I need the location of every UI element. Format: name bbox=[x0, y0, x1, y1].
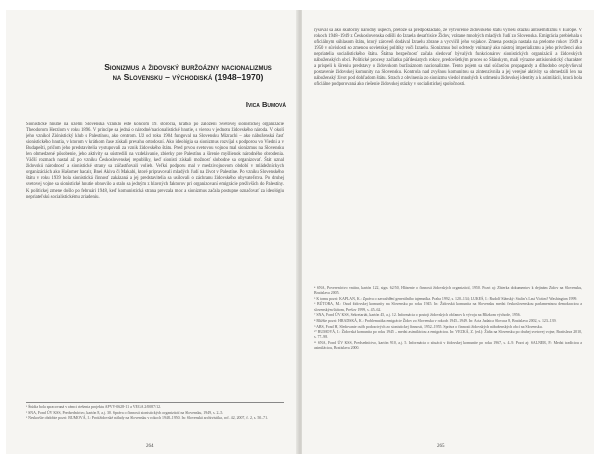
right-body-text: rysoval sa ako skutočný národný úspech, pretože sa predpokladalo, že vytvorenie židovského štátu vyrieši otázku antisemitizmu v Európe. V rokoch 1948–1949 z Československa odišli do Izraela desaťtisíce Židov, vrátane mnohých mladých ľudí zo Slovenska. Emigrácia prebiehala s oficiálnym súhlasom štátu, ktorý zároveň dodával Izraelu zbrane a vycvičil jeho vojakov. Zmena postoja nastala na prelome rokov 1949 a 1950 v súvislosti so zmenou sovietskej politiky voči Izraelu. Sionizmus bol odvtedy vnímaný ako nástroj imperializmu a jeho prívrženci ako nepriatelia socialistického štátu. Štátna bezpečnosť začala sledovať bývalých funkcionárov sionistických organizácií a židovských náboženských obcí. Politické procesy začiatku päťdesiatych rokov, predovšetkým proces so Slánskym, mali výrazne antisionistický charakter a prispeli k šíreniu predstavy o židovskom buržoáznom nacionalizme. Tento pojem sa stal súčasťou propagandy a dlhodobo ovplyvňoval postavenie židovskej komunity na Slovensku. Kontrola nad zvyšnou komunitou sa zintenzívnila a jej verejné aktivity sa obmedzili len na náboženský život pod dohľadom štátu. Strach z obvinenia zo sionizmu viedol mnohých k utlmeniu židovskej identity a k asimilácii, ktorá bola oficiálne podporovaná ako riešenie židovskej otázky v socialistickej spoločnosti. bbox=[314, 28, 582, 88]
footnote: ⁴ SNA, Povereníctvo vnútra, kartón 122, sign. 62/50, Hlásenie o činnosti židovských organizácií, 1950. Pozri aj: Zbierka dokumentov k dejinám Židov na Slovensku, Bratislava 2005. bbox=[314, 286, 582, 296]
footnote: ² SNA, Fond ÚV KSS, Predsedníctvo, kartón 8, a.j. 30. Správa o činnosti sionistických organizácií na Slovensku, 1949, s. 2–5. bbox=[26, 410, 224, 415]
article-title bbox=[88, 62, 288, 82]
author-name: Ivica Bumová bbox=[245, 100, 286, 109]
footnote: ⁸ Bližšie pozri: HRADSKÁ, K.: Problematika emigrácie Židov zo Slovenska v rokoch 1945–1949. In: Acta Judaica Slovaca 8, Bratislava 2002, s. 123–139. bbox=[314, 318, 557, 323]
footnote: ¹¹ SNA, Fond ÚV KSS, Predsedníctvo, kartón 910, a.j. 5. Informácia o situácii v židovskej komunite po roku 1967, s. 4–9. Pozri aj: SALNER, P.: Medzi tradíciou a asimiláciou, Bratislava 2000. bbox=[314, 341, 582, 351]
footnote: ⁷ SNA, Fond ÚV KSS, Sekretariát, kartón 45, a.j. 12. Informácia o postoji židovských občanov k vývoju na Blízkom východe, 1956. bbox=[314, 313, 521, 318]
footnote: ⁹ ABS, Fond H, Sledovanie osôb podozrivých zo sionistickej činnosti, 1952–1955. Správa o činnosti židovských náboženských obcí na Slovensku. bbox=[314, 324, 543, 329]
book-spread bbox=[6, 10, 594, 454]
right-footnotes bbox=[314, 286, 582, 444]
footnote: ¹⁰ BUMOVÁ, I.: Židovská komunita po roku 1945 – medzi asimiláciou a emigráciou. In: VEĽKÁ, Z. (ed.): Židia na Slovensku po druhej svetovej vojne, Bratislava 2010, s. 77–98. bbox=[314, 330, 582, 340]
title-line-1: Sionizmus a židovský buržoázny nacionalizmus bbox=[104, 62, 272, 72]
footnote: ⁵ K tomu pozri: KAPLAN, K.: Zpráva o zavraždění generálního tajemníka. Praha 1992, s. 120–134; LUKEŠ, I.: Rudolf Slánský: Stalin’s Last Victim? Washington 1999. bbox=[314, 296, 578, 301]
footnote: ⁶ BÚTORA, M.: Osud židovskej komunity na Slovensku po roku 1945. In: Židovská komunita na Slovensku medzi československou parlamentnou demokraciou a slovenským štátom, Prešov 1999, s. 45–62. bbox=[314, 302, 582, 312]
page-number-left: 264 bbox=[146, 444, 154, 449]
right-page bbox=[302, 10, 594, 454]
title-line-2: na Slovensku – východiská (1948–1970) bbox=[112, 72, 264, 82]
left-body-text: Sionistické hnutie na území Slovenska vzniklo ešte koncom 19. storočia, krátko po založení Svetovej sionistickej organizácie Theodorom Herzlom v roku 1896. V princípe sa jedná o národné/nacionalistické hnutie, s vierou v jednotu židovského národa. V okolí jeho vznikol Ziónistický klub s Palestínou, ako centrom. Už od roku 1904 fungoval na Slovensku Mizrachi – ako náboženská časť sionistického hnutia, v ktorom v krátkom čase získali prevahu ortodoxní. Ako ideológia sa sionizmus rozvíjal s podporou vo Viedni a v Budapešti, pričom jeho predstavitelia vystupovali za vznik židovského štátu. Pred prvou svetovou vojnou mal sionizmus na Slovensku len obmedzené pôsobenie, jeho aktivity sa sústredili na vzdelávanie, zbierky pre Palestínu a šírenie myšlienok národného obrodenia. Väčší rozmach nastal až po vzniku Československej republiky, keď sionisti získali možnosť slobodne sa organizovať. Štát uznal židovskú národnosť a sionistické strany sa zúčastňovali volieb. Veľkú podporu mal v medzivojnovom období v mládežníckych organizáciách ako Hašomer hacair, Bnei Akiva či Makabi, ktoré pripravovali mladých ľudí na život v Palestíne. Po vzniku Slovenského štátu v roku 1939 bola sionistická činnosť zakázaná a jej predstavitelia sa usilovali o záchranu židovského obyvateľstva. Po druhej svetovej vojne sa sionistické hnutie obnovilo a stalo sa jedným z hlavných faktorov pri organizovaní emigrácie preživších do Palestíny. K politickej zmene došlo po februári 1948, keď komunistická strana prevzala moc a sionizmus začala postupne označovať za ideológiu nepriateľskú socialistickému zriadeniu. bbox=[26, 122, 284, 200]
page-number-right: 265 bbox=[437, 444, 445, 449]
left-page bbox=[6, 10, 298, 454]
footnote: ³ Neskoršie obdobie pozri: BUMOVÁ, I.: Protižidovské nálady na Slovensku v rokoch 1948–1950. In: Slovenská archivistika, roč. 42, 2007, č. 2, s. 50–71. bbox=[26, 416, 269, 421]
left-footnotes bbox=[26, 402, 284, 445]
footnote: ¹ Štúdia bola spracovaná v rámci riešenia projektu APVV-0628-11 a VEGA 2/0087/12. bbox=[26, 405, 162, 409]
